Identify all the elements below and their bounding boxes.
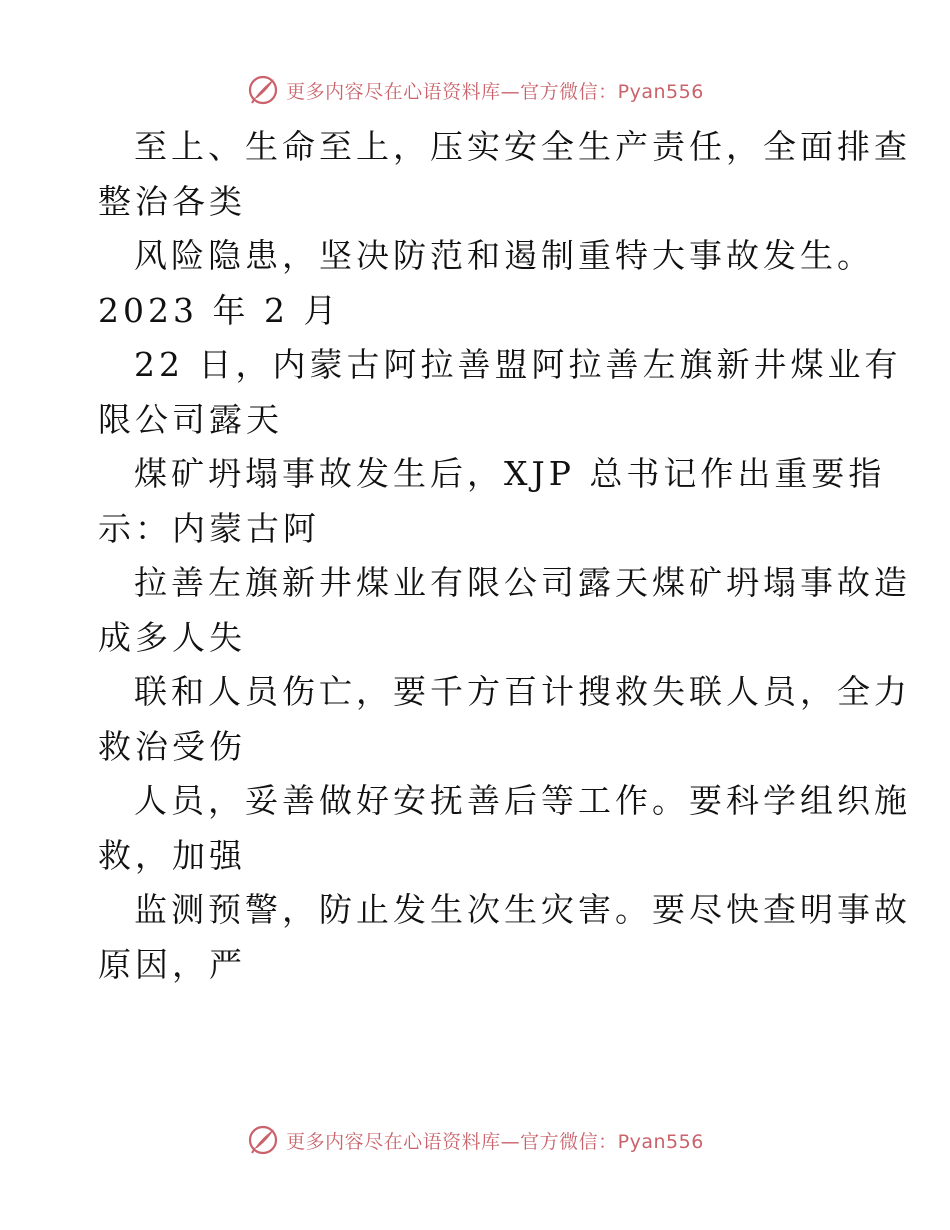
feather-pen-logo-icon xyxy=(246,73,280,107)
body-line: 整治各类 xyxy=(98,181,246,221)
feather-pen-logo-icon xyxy=(246,1123,280,1157)
body-line: 监测预警，防止发生次生灾害。要尽快查明事故 xyxy=(134,890,911,929)
body-line: 联和人员伤亡，要千方百计搜救失联人员，全力 xyxy=(134,672,911,711)
watermark-text: 更多内容尽在心语资料库—官方微信：Pyan556 xyxy=(286,80,704,103)
body-line: 拉善左旗新井煤业有限公司露天煤矿坍塌事故造 xyxy=(134,563,911,602)
body-line: 风险隐患，坚决防范和遏制重特大事故发生。 xyxy=(134,236,874,275)
body-line: 人员，妥善做好安抚善后等工作。要科学组织施 xyxy=(134,781,911,820)
document-body xyxy=(98,120,911,992)
body-line: 救治受伤 xyxy=(98,726,246,766)
wechat-id: Pyan556 xyxy=(617,1130,704,1153)
wechat-id: Pyan556 xyxy=(617,80,704,103)
body-line: 示：内蒙古阿 xyxy=(98,508,320,548)
body-line: 原因，严 xyxy=(98,944,246,984)
body-line: 成多人失 xyxy=(98,617,246,657)
body-line: 限公司露天 xyxy=(98,399,283,439)
watermark-text: 更多内容尽在心语资料库—官方微信：Pyan556 xyxy=(286,1130,704,1153)
body-line: 22 日，内蒙古阿拉善盟阿拉善左旗新井煤业有 xyxy=(134,345,902,384)
body-line: 煤矿坍塌事故发生后，XJP 总书记作出重要指 xyxy=(134,454,886,493)
footer-watermark xyxy=(0,1120,950,1160)
body-line: 至上、生命至上，压实安全生产责任，全面排查 xyxy=(134,127,911,166)
body-line: 2023 年 2 月 xyxy=(98,290,341,330)
body-line: 救，加强 xyxy=(98,835,246,875)
header-watermark xyxy=(0,70,950,110)
